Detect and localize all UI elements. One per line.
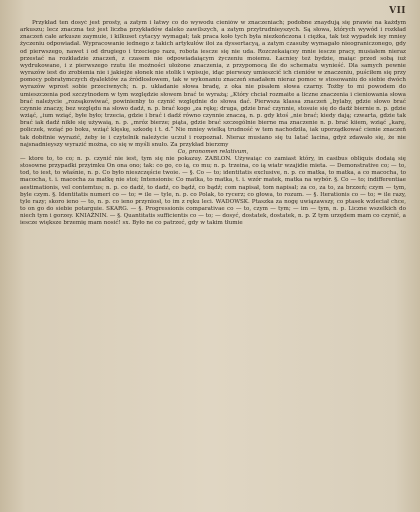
intro-paragraph: Przykład ten dosyć jest prosty, a zatym i łatwy co do wywodu cieniów w znaczeniach; podobne znaydują się prawie na każdym arkuszu; lecz znaczna też jest liczba przykładów daleko zawilszych, a zatym przytrudnieyszych. Są słowa, których wywód i rozkład znaczeń całe arkusze zaymuie, i kilkuset cytacyy wymagał; tak praca koło tych była niezkończona i ciężka, tak też wypadek iey mniey życzeniu odpowiadał. Wypracowanie iednego z takich artykułów iłoi za dyssertacyą, a zatym czasuby wymagało nieograniczonego, gdy od pierwszego, nawet i od drugiego i trzeciego razu, robota iescze się nie uda. Rozczekaiącey mnie iescze pracy, musiałem nieraz przestać na rozkładzie znaczeń, z czasem nie odpowiadaiącym życzeniu moiemu. Łacniey też bydzie, maiąc przed sobą iuż wydrukowane, i z pierwszego rzutu ile możności ułożone znaczenia, z przypomocą ile do schematu wynieść. Dla samych pewnie wyrazów iest do zrobienia nie i jakiejże słonek nie stolik i wpisuje, idąc pierwszy umieszcić ich cieniów w znaczeniu, puściłem się przy pomocy pobratymczych dyalektów za źródłosłowem, tak w wykonaniu znaczeń snadałem nieraz pomoc w stosowaniu do siebie dwóch wyrazów wprost sobie przeciwnych; n. p. układanie słowa bradę, z oka nie pisałem słowa czarny. Tożby to mi powodem do umieszczenia pod szczytnodem w tym względzie słowem brać te wyrażą; „Który chciał rozmaite a liczne znaczenia i cieniowania słowa brać należycie „rozsąkowiwać, powinienby to czynić względnie do słowa dać. Pierwsza klassa znaczeń „bylaby, gdzie słowo brać czynnie znaczy, bez względu na słowo dadź, n. p. brać kogo „za rękę; druga, gdzie brać czynnie, stosuie się do dadź biernie n. p. gdzie wziąć, „ium wziąć, byłe było; trzecia, gdzie i brać i dadź równo czynnie znaczą, n. p. gdy ktoś „nie brać; kiedy dają; czwarta, gdzie tak brać iak dadź nikłe się używaią, n. p. „mróz bierze; piąta, gdzie brać szczególnie bierne ma znaczenie n. p. brać kiiem, wziąć „karę, policzek, wziąć po boku, wziąć klęskę, szkodę i t. d.“ Nie mniey wielką trudność w tem nachodziła, iak uporządkować cienie znaczeń tak dobitnie wyrazić, żeby ie i czytelnik należycie uczuł i rozpoznał. Nieraz musiano się tu latać lacina, gdyż zdawało się, że nie najsnadnieyszy wyrazić można, co się w myśli snuło. Za przykład bierzmy [20,20,406,148]
entry-subhead: Co, pronomen relativum, [177,148,249,155]
page-number: VII [389,6,406,16]
entry-body: — ktore to, to co; n. p. czynić nie iest, tym się nie pokazuy. ZABLON. Używaiąc co zamiast który, in casibus obliquis dodaią się stosowne przypadki przyimku On ona ono; tak: co go, co ią, co mu; n. p. trzeina, co ią wiatr wzajidie mieta. — Demonstrative co; — to, tod, to iest, to właśnie, n. p. Co było nieszczęście twoie. — §. Co — to; identitatis exclusive, n. p. co matka, to matka, a co macocha, to macocha, t. i. macocha za matkę nie stoi; Intensionis: Co matka, to matka, t. i. wzór matek, matka na wybór. §. Co — to; indifferentiae aestimationis, vel contemtus; n. p. co dadź, to dadź, co bądź, co bądź; com napisał, tom napisał; za co, za to, za brzzeń; czym — tym, byle czym. §. Identitatis numeri co — to; = ile — tyle, n. p. co Polak, to rycerz; co głowa, to rozum. — §. Iterationis co — to; = ile razy, tyle razy; skoro ieno — to, n. p. co ieno przyniosł, to im z ręku leci. WADOWSK. Ptaszka za nogę uwiązawszy, co ptasek wzleciał chce, to on go do siebie potarguie. SKARG. — §. Progressionis comparativae co — to, czym — tym; — im — tym, n. p. Liczne wszelkich do niech tym i gorzey. KNIAŹNIN. — §. Quantitatis sufficientis co — to; — dosyć, dostatek, dostatek, n. p. Z tym urzędem mam co czynić, a iescze większe brzemię mam nosić! sx. Było ne co patrzeć, gdy w takim tłumie [20,155,406,227]
page-body [20,20,406,504]
